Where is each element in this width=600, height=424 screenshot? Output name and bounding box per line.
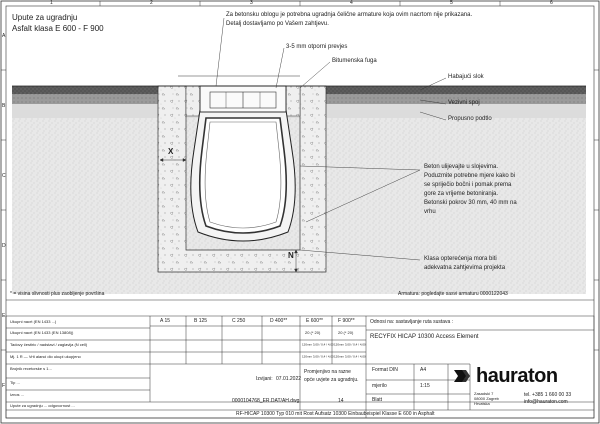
callout-wearing-course: Habajući slok [448, 74, 484, 80]
title-phone: tel. +385 1 660 00 33 [524, 392, 572, 398]
drawing-title-line1: Upute za ugradnju [12, 13, 78, 22]
title-address-line: Hrvatska [474, 401, 490, 406]
footnote-left: * = visina slivnosti plus zaobljenje površina [10, 291, 105, 297]
x-value-e600: 20 (* 20) [305, 330, 321, 335]
frame-row-label-d: D [2, 243, 6, 249]
table-cell: 120mm 3,00 / 0,4 / 4,00 [302, 342, 334, 346]
dimension-x-label: X [168, 147, 174, 156]
callout-concrete-note [424, 164, 517, 215]
channel-inner [200, 118, 287, 233]
table-row-label: Brojnik recetorske s 1... [10, 366, 52, 371]
concrete-note-line: gore za vrijeme betoniranja. [424, 191, 499, 197]
title-date: 07.01.2022 [276, 376, 302, 382]
frame-row-label-f: F [2, 383, 6, 389]
dimension-n-label: N [288, 251, 294, 260]
binder-course-right [300, 94, 586, 104]
title-format-label: Format DIN [372, 367, 398, 373]
table-cell: 120mm 3,00 / 0,4 / 4,00 [334, 342, 366, 346]
title-format-value: A4 [420, 367, 427, 373]
callout-protrusion: 3-5 mm otporni prevjes [286, 44, 348, 50]
frame-row-label-b: B [2, 103, 6, 109]
title-scale-value: 1:15 [420, 383, 430, 389]
frame-row-label-e: E [2, 313, 6, 319]
title-company-label: Odnosi na: sastavljanje ruta sustava : [370, 319, 454, 325]
title-scale-label: mjerilo [372, 383, 387, 389]
concrete-top-left [186, 86, 200, 116]
table-row-label: Tadovy čestiric / nadstavi / zaglavija (N cell) [10, 342, 88, 347]
load-class-note-line: Klasa opterećenja mora biti [424, 256, 497, 262]
table-row-label: Mj. 1 R — Vrti alanci dio ukupi ukupjeno [10, 354, 81, 359]
frame-col-label-6: 6 [550, 0, 553, 6]
title-product: RECYFIX HICAP 10300 Access Element [370, 334, 479, 340]
class-e600: E 600** [306, 318, 323, 324]
frame-col-label-1: 1 [50, 0, 53, 6]
title-created-label: Izvijani: [256, 376, 273, 382]
concrete-top-right [286, 86, 300, 116]
x-value-f900: 20 (* 20) [338, 330, 354, 335]
frame-col-label-4: 4 [350, 0, 353, 6]
table-remarks: Upute za ugradnju ... odgovornost ... [10, 403, 75, 408]
title-note-line1: Promjenjivo na razne [304, 369, 351, 375]
hauraton-logo [474, 366, 558, 386]
title-address-line: 08000 Zagreb [474, 396, 499, 401]
table-cell: 120mm 3,00 / 0,4 / 4,00 [334, 354, 366, 358]
class-b125: B 125 [194, 318, 208, 324]
callout-reinforcement-1: Za betonsku oblogu je potrebna ugradnja čelične armature koja ovim nacrtom nije prikazana. [226, 12, 473, 18]
concrete-note-line: vrhu [424, 209, 436, 215]
drawing-title-line2: Asfalt klasa E 600 - F 900 [12, 24, 104, 33]
title-bottom-description: RF-HICAP 10300 Typ 010 mit Rost Aufsatz 10300 Einbaubeispiel Klasse E 600 in Asphalt [236, 411, 435, 417]
concrete-note-line: Beton ulijevajte u slojevima. [424, 164, 499, 170]
concrete-note-line: se spriječio bočni i pomak prema [424, 182, 512, 188]
class-f900: F 900** [338, 318, 355, 324]
wearing-course-right [300, 86, 586, 94]
callout-load-class-note [424, 256, 505, 271]
table-row-label: Iznos ... [10, 392, 25, 397]
concrete-note-line: Betonski pokrov 30 mm, 40 mm na [424, 200, 517, 206]
class-a15: A 15 [160, 318, 171, 324]
frame-col-label-3: 3 [250, 0, 253, 6]
frame-col-label-5: 5 [450, 0, 453, 6]
title-drawing-number: 0000104768_ER.DAT/AH.dwg [232, 398, 300, 404]
title-sheet-label: Blatt [372, 397, 383, 403]
frame-row-label-a: A [2, 33, 6, 39]
table-cell: 120mm 3,00 / 0,4 / 4,00 [302, 354, 334, 358]
footnote-right: Armatura: pogledajte sasvi armaturu 0000122043 [398, 291, 508, 297]
table-row-label: Tip ... [10, 380, 20, 385]
frame-col-label-2: 2 [150, 0, 153, 6]
callout-reinforcement-2: Detalj dostavljamo po Vašem zahtjevu. [226, 21, 329, 27]
title-note-line2: opće uvjete za ugradnju. [304, 377, 359, 383]
load-class-note-line: adekvatna zahtjevima projekta [424, 265, 506, 271]
table-row-label: Ukupni nacrt (EN 1433 (EN 13808)) [10, 330, 74, 335]
concrete-note-line: Poduzmite potrebne mjere kako bi [424, 173, 516, 179]
table-header-label: Ukupni nacrt (EN 1433 ...) [10, 319, 57, 324]
class-d400: D 400** [270, 318, 288, 324]
title-email: info@hauraton.com [524, 399, 568, 405]
callout-bitumen-joint: Bitumenska fuga [332, 58, 377, 64]
class-c250: C 250 [232, 318, 246, 324]
title-address-line: Zasadski 7 [474, 391, 494, 396]
callout-binder-course: Vezivni spoj [448, 100, 480, 106]
frame-row-label-c: C [2, 173, 6, 179]
hauraton-logo-text: hauraton [476, 364, 558, 387]
callout-base-course: Propusno podtlo [448, 116, 492, 122]
title-revision: 14 [338, 398, 344, 404]
